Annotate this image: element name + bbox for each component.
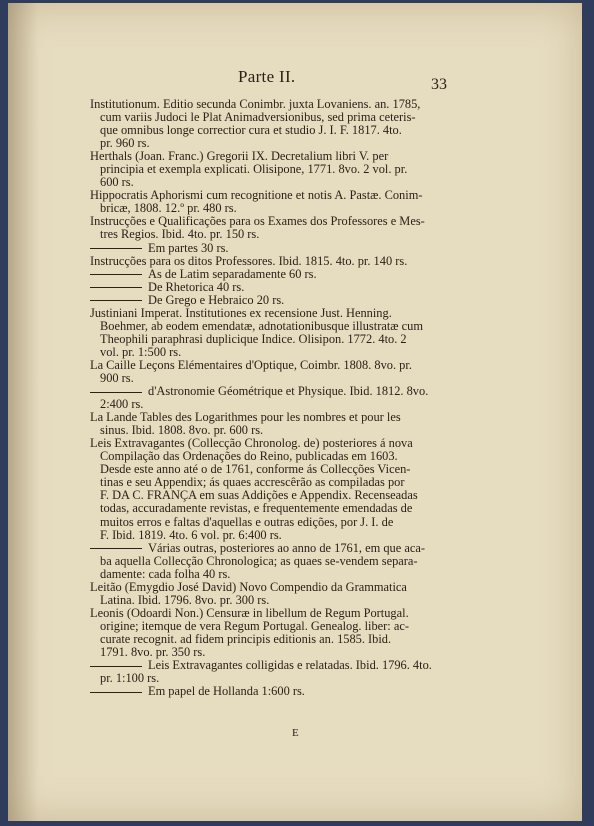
entry-line: Hippocratis Aphorismi cum recognitione et notis A. Pastæ. Conim- (90, 188, 423, 203)
entry-line: bricæ, 1808. 12.º pr. 480 rs. (100, 201, 237, 216)
entry-line: principia et exempla explicati. Olisipone, 1771. 8vo. 2 vol. pr. (100, 162, 408, 177)
signature-mark: E (292, 727, 299, 739)
catalogue-entry (90, 189, 460, 215)
entry-line: tinas e seu Appendix; ás quaes accrescêrão as compiladas por (100, 475, 405, 490)
entry-line: Boehmer, ab eodem emendatæ, adnotationibusque illustratæ cum (100, 318, 423, 333)
entry-line: La Caille Leçons Elémentaires d'Optique, Coimbr. 1808. 8vo. pr. (90, 357, 412, 372)
entry-line: Em partes 30 rs. (90, 242, 460, 255)
page-header (8, 67, 582, 97)
catalogue-entry (90, 411, 460, 437)
entry-line: damente: cada folha 40 rs. (100, 566, 231, 581)
entry-line: De Grego e Hebraico 20 rs. (90, 294, 460, 307)
entry-line: Institutionum. Editio secunda Conimbr. juxta Lovaniens. an. 1785, (90, 97, 421, 111)
page-gutter-shadow (8, 3, 38, 821)
entry-line: 600 rs. (100, 175, 134, 190)
entry-line: Justiniani Imperat. Institutiones ex recensione Just. Henning. (90, 305, 392, 320)
entry-line: vol. pr. 1:500 rs. (100, 344, 182, 359)
catalogue-text (90, 98, 460, 698)
catalogue-subentry (90, 294, 460, 307)
entry-line: sinus. Ibid. 1808. 8vo. pr. 600 rs. (100, 423, 264, 438)
catalogue-entry (90, 607, 460, 659)
book-page (8, 3, 582, 821)
entry-line: curate recognit. ad fidem principis editionis an. 1585. Ibid. (100, 631, 392, 646)
entry-line: ba aquella Collecção Chronologica; as quaes se-vendem separa- (100, 553, 418, 568)
entry-line: La Lande Tables des Logarithmes pour les nombres et pour les (90, 410, 401, 425)
entry-line: Várias outras, posteriores ao anno de 1761, em que aca- (90, 542, 460, 555)
entry-line: Instrucções e Qualificações para os Exames dos Professores e Mes- (90, 214, 425, 229)
running-title: Parte II. (238, 67, 296, 86)
catalogue-subentry (90, 659, 460, 685)
entry-line: Leonis (Odoardi Non.) Censuræ in libellum de Regum Portugal. (90, 605, 409, 620)
entry-line: Compilação das Ordenações do Reino, publicadas em 1603. (100, 449, 398, 464)
entry-line: todas, accuradamente revistas, e frequentemente emendadas de (100, 501, 413, 516)
entry-line: Latina. Ibid. 1796. 8vo. pr. 300 rs. (100, 592, 270, 607)
catalogue-entry (90, 437, 460, 541)
entry-line: F. Ibid. 1819. 4to. 6 vol. pr. 6:400 rs. (100, 527, 282, 542)
entry-line: cum variis Judoci le Plat Animadversionibus, sed prima ceteris- (100, 110, 416, 125)
catalogue-subentry (90, 542, 460, 581)
entry-line: pr. 960 rs. (100, 136, 150, 151)
catalogue-entry (90, 307, 460, 359)
catalogue-entry (90, 150, 460, 189)
entry-line: Herthals (Joan. Franc.) Gregorii IX. Decretalium libri V. per (90, 149, 389, 164)
entry-line: origine; itemque de vera Regum Portugal. Genealog. liber: ac- (100, 618, 409, 633)
catalogue-entry (90, 215, 460, 241)
catalogue-subentry (90, 268, 460, 281)
entry-line: 1791. 8vo. pr. 350 rs. (100, 644, 206, 659)
catalogue-subentry (90, 685, 460, 698)
page-number: 33 (431, 76, 447, 93)
catalogue-entry (90, 581, 460, 607)
entry-line: 2:400 rs. (100, 397, 144, 412)
entry-line: F. DA C. FRANÇA em suas Addições e Appendix. Recenseadas (100, 488, 418, 503)
catalogue-entry (90, 255, 460, 268)
catalogue-entry (90, 98, 460, 150)
entry-line: pr. 1:100 rs. (100, 671, 160, 686)
entry-line: Desde este anno até o de 1761, conforme ás Collecções Vicen- (100, 462, 411, 477)
entry-line: Instrucções para os ditos Professores. Ibid. 1815. 4to. pr. 140 rs. (90, 253, 408, 268)
entry-line: As de Latim separadamente 60 rs. (90, 268, 460, 281)
entry-line: Theophili paraphrasi duplicique Indice. Olisipon. 1772. 4to. 2 (100, 331, 407, 346)
catalogue-entry (90, 359, 460, 385)
entry-line: Leitão (Emygdio José David) Novo Compendio da Grammatica (90, 579, 407, 594)
catalogue-subentry (90, 242, 460, 255)
entry-line: De Rhetorica 40 rs. (90, 281, 460, 294)
entry-line: muitos erros e faltas d'aquellas e outras edições, por J. I. de (100, 514, 394, 529)
catalogue-subentry (90, 385, 460, 411)
catalogue-subentry (90, 281, 460, 294)
entry-line: 900 rs. (100, 370, 134, 385)
entry-line: que omnibus longe correctior cura et studio J. I. F. 1817. 4to. (100, 123, 402, 138)
entry-line: Leis Extravagantes (Collecção Chronolog. de) posteriores á nova (90, 436, 413, 451)
entry-line: Em papel de Hollanda 1:600 rs. (90, 685, 460, 698)
entry-line: d'Astronomie Géométrique et Physique. Ibid. 1812. 8vo. (90, 385, 460, 398)
entry-line: tres Regios. Ibid. 4to. pr. 150 rs. (100, 227, 260, 242)
entry-line: Leis Extravagantes colligidas e relatadas. Ibid. 1796. 4to. (90, 659, 460, 672)
